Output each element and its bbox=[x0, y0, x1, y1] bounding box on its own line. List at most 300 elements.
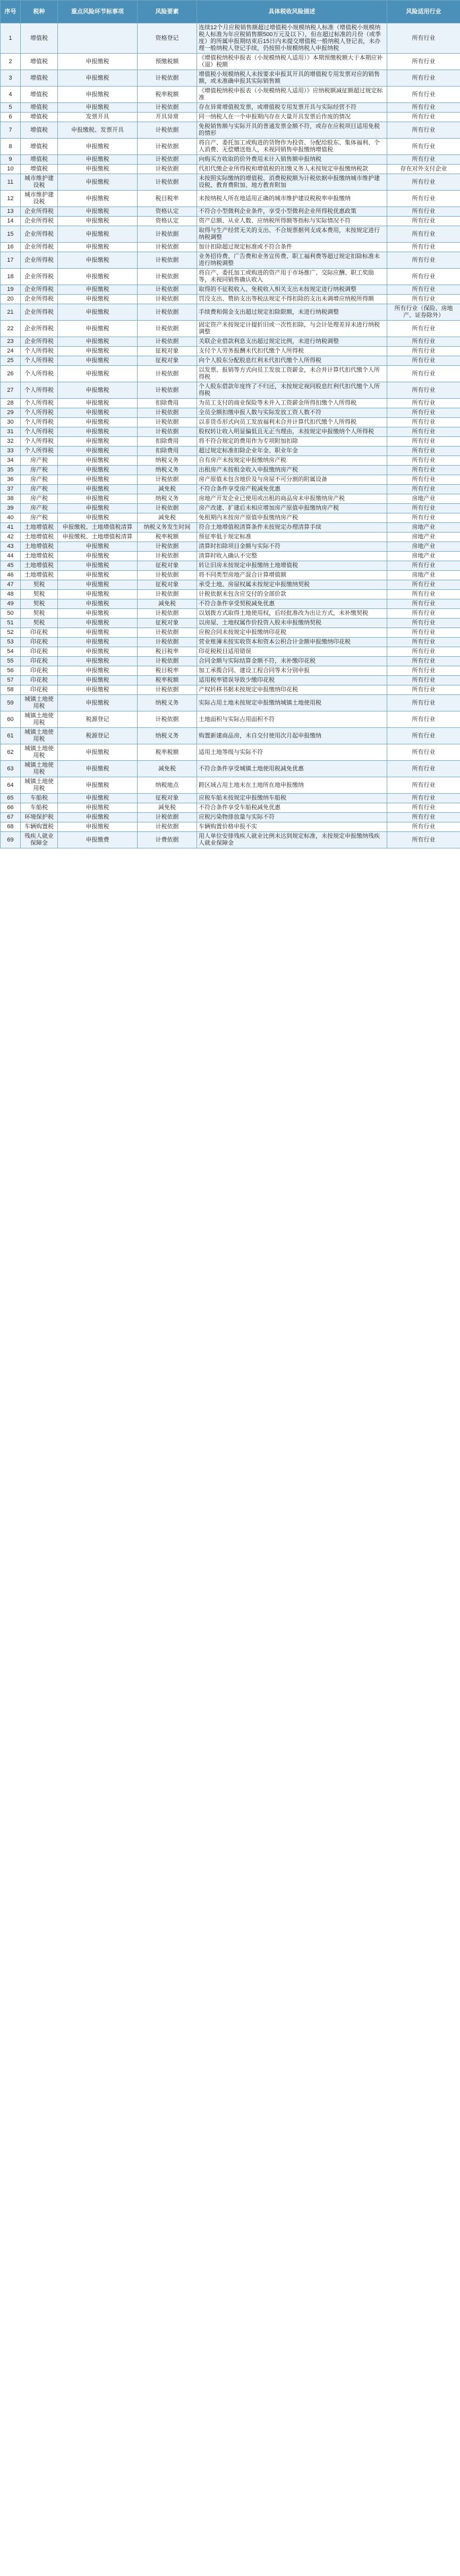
cell-item: 申报缴税、土地增值税清算 bbox=[58, 533, 138, 542]
cell-industry: 所有行业 bbox=[387, 207, 460, 217]
cell-tax: 契税 bbox=[21, 599, 58, 609]
cell-no: 2 bbox=[1, 54, 21, 70]
table-header-row bbox=[1, 1, 460, 23]
cell-industry: 所有行业（保险、房地产、证券除外） bbox=[387, 304, 460, 321]
cell-desc: 支付个人劳务报酬未代扣代缴个人所得税 bbox=[197, 347, 387, 356]
table-row bbox=[1, 217, 460, 226]
cell-desc: 符合土地增值税清算条件未按规定办理清算手续 bbox=[197, 523, 387, 533]
cell-industry: 存在对外支付企业 bbox=[387, 165, 460, 174]
table-row bbox=[1, 243, 460, 252]
cell-industry: 所有行业 bbox=[387, 226, 460, 243]
cell-industry: 所有行业 bbox=[387, 728, 460, 744]
cell-item: 申报缴税 bbox=[58, 418, 138, 427]
cell-tax: 土地增值税 bbox=[21, 533, 58, 542]
cell-industry: 所有行业 bbox=[387, 590, 460, 599]
cell-item: 申报缴税 bbox=[58, 485, 138, 494]
cell-tax: 企业所得税 bbox=[21, 226, 58, 243]
table-row bbox=[1, 446, 460, 456]
cell-industry: 所有行业 bbox=[387, 638, 460, 647]
cell-tax: 增值税 bbox=[21, 155, 58, 165]
cell-desc: 营业账簿未按实收资本和资本公积合计金额申报缴纳印花税 bbox=[197, 638, 387, 647]
cell-point: 计税依据 bbox=[138, 427, 197, 437]
cell-point: 资格认定 bbox=[138, 217, 197, 226]
table-row bbox=[1, 777, 460, 794]
cell-desc: 土地面积与实际占用面积不符 bbox=[197, 711, 387, 728]
cell-no: 52 bbox=[1, 628, 21, 638]
cell-item: 申报缴税 bbox=[58, 337, 138, 347]
table-row bbox=[1, 466, 460, 475]
cell-tax: 房产税 bbox=[21, 485, 58, 494]
cell-industry: 所有行业 bbox=[387, 366, 460, 382]
cell-item: 申报缴税 bbox=[58, 285, 138, 295]
cell-no: 32 bbox=[1, 437, 21, 446]
cell-tax: 个人所得税 bbox=[21, 382, 58, 399]
cell-desc: 清算时扣除项目金额与实际不符 bbox=[197, 542, 387, 552]
cell-item: 申报缴税 bbox=[58, 561, 138, 571]
cell-no: 6 bbox=[1, 113, 21, 122]
cell-tax: 企业所得税 bbox=[21, 337, 58, 347]
cell-tax: 房产税 bbox=[21, 475, 58, 485]
cell-tax: 企业所得税 bbox=[21, 217, 58, 226]
cell-industry: 所有行业 bbox=[387, 822, 460, 832]
cell-desc: 印花税税目适用错误 bbox=[197, 647, 387, 657]
cell-point: 征税对象 bbox=[138, 347, 197, 356]
cell-tax: 企业所得税 bbox=[21, 252, 58, 269]
cell-point: 纳税义务 bbox=[138, 728, 197, 744]
cell-point: 计税依据 bbox=[138, 418, 197, 427]
cell-item: 申报缴税、发票开具 bbox=[58, 122, 138, 139]
cell-desc: 房产原值未包含地价及与房屋不可分割的附属设备 bbox=[197, 475, 387, 485]
cell-industry: 所有行业 bbox=[387, 485, 460, 494]
cell-tax: 增值税 bbox=[21, 103, 58, 113]
cell-no: 62 bbox=[1, 744, 21, 761]
cell-tax: 印花税 bbox=[21, 666, 58, 676]
cell-industry: 所有行业 bbox=[387, 475, 460, 485]
cell-tax: 企业所得税 bbox=[21, 295, 58, 304]
table-row bbox=[1, 695, 460, 711]
cell-no: 47 bbox=[1, 580, 21, 590]
cell-no: 12 bbox=[1, 191, 21, 207]
cell-industry: 房地产业 bbox=[387, 533, 460, 542]
cell-no: 10 bbox=[1, 165, 21, 174]
cell-item: 申报缴税 bbox=[58, 657, 138, 666]
cell-industry: 所有行业 bbox=[387, 408, 460, 418]
cell-no: 65 bbox=[1, 794, 21, 803]
cell-no: 22 bbox=[1, 321, 21, 337]
cell-item: 申报缴税 bbox=[58, 446, 138, 456]
header-tax: 税种 bbox=[21, 1, 58, 23]
table-row bbox=[1, 832, 460, 848]
table-row bbox=[1, 207, 460, 217]
cell-point: 计税依据 bbox=[138, 382, 197, 399]
cell-industry: 所有行业 bbox=[387, 399, 460, 408]
cell-desc: 加计扣除超过规定标准或不符合条件 bbox=[197, 243, 387, 252]
table-row bbox=[1, 382, 460, 399]
table-row bbox=[1, 513, 460, 523]
cell-point: 开具异常 bbox=[138, 113, 197, 122]
cell-tax: 环境保护税 bbox=[21, 813, 58, 822]
cell-point: 减免税 bbox=[138, 803, 197, 813]
cell-point: 征税对象 bbox=[138, 794, 197, 803]
cell-no: 3 bbox=[1, 70, 21, 87]
cell-industry: 所有行业 bbox=[387, 695, 460, 711]
cell-tax: 城市维护建设税 bbox=[21, 191, 58, 207]
cell-point: 计税依据 bbox=[138, 822, 197, 832]
cell-desc: 应税污染物排放量与实际不符 bbox=[197, 813, 387, 822]
table-row bbox=[1, 504, 460, 513]
table-row bbox=[1, 427, 460, 437]
cell-industry: 所有行业 bbox=[387, 155, 460, 165]
cell-industry: 所有行业 bbox=[387, 676, 460, 685]
cell-tax: 契税 bbox=[21, 619, 58, 628]
cell-industry: 所有行业 bbox=[387, 794, 460, 803]
cell-item: 申报缴税 bbox=[58, 666, 138, 676]
cell-point: 征税对象 bbox=[138, 580, 197, 590]
cell-tax: 企业所得税 bbox=[21, 321, 58, 337]
cell-item bbox=[58, 23, 138, 54]
cell-industry: 所有行业 bbox=[387, 666, 460, 676]
cell-no: 28 bbox=[1, 399, 21, 408]
cell-desc: 出租房产未按租金收入申报缴纳房产税 bbox=[197, 466, 387, 475]
cell-tax: 印花税 bbox=[21, 638, 58, 647]
cell-item: 申报缴税 bbox=[58, 103, 138, 113]
cell-desc: 以房屋、土地权属作价投资入股未申报缴纳契税 bbox=[197, 619, 387, 628]
cell-industry: 所有行业 bbox=[387, 628, 460, 638]
cell-industry: 所有行业 bbox=[387, 456, 460, 466]
cell-no: 58 bbox=[1, 685, 21, 695]
cell-item: 申报缴税 bbox=[58, 304, 138, 321]
cell-no: 17 bbox=[1, 252, 21, 269]
table-row bbox=[1, 399, 460, 408]
table-row bbox=[1, 252, 460, 269]
cell-tax: 增值税 bbox=[21, 87, 58, 103]
cell-point: 减免税 bbox=[138, 513, 197, 523]
table-row bbox=[1, 609, 460, 619]
cell-tax: 车船税 bbox=[21, 794, 58, 803]
table-row bbox=[1, 813, 460, 822]
table-row bbox=[1, 523, 460, 533]
cell-no: 38 bbox=[1, 494, 21, 504]
table-row bbox=[1, 794, 460, 803]
header-industry: 风险适用行业 bbox=[387, 1, 460, 23]
cell-tax: 印花税 bbox=[21, 647, 58, 657]
cell-tax: 城镇土地使用税 bbox=[21, 695, 58, 711]
table-row bbox=[1, 657, 460, 666]
cell-desc: 合同金额与实际结算金额不符，未补缴印花税 bbox=[197, 657, 387, 666]
cell-item: 申报缴税 bbox=[58, 217, 138, 226]
cell-item: 申报缴税 bbox=[58, 243, 138, 252]
cell-no: 9 bbox=[1, 155, 21, 165]
cell-item: 申报缴税 bbox=[58, 744, 138, 761]
cell-industry: 所有行业 bbox=[387, 252, 460, 269]
cell-industry: 所有行业 bbox=[387, 243, 460, 252]
cell-point: 纳税义务 bbox=[138, 695, 197, 711]
cell-desc: 超过规定标准扣除企业年金、职业年金 bbox=[197, 446, 387, 456]
cell-tax: 增值税 bbox=[21, 23, 58, 54]
cell-desc: 将自产、委托加工或购进的资产用于市场推广、交际应酬、职工奖励等，未视同销售确认收入 bbox=[197, 269, 387, 285]
cell-item: 税源登记 bbox=[58, 728, 138, 744]
cell-item: 申报缴税 bbox=[58, 155, 138, 165]
cell-industry: 所有行业 bbox=[387, 813, 460, 822]
cell-tax: 契税 bbox=[21, 580, 58, 590]
cell-item: 申报缴税 bbox=[58, 347, 138, 356]
cell-tax: 增值税 bbox=[21, 54, 58, 70]
cell-item: 申报缴税 bbox=[58, 252, 138, 269]
table-row bbox=[1, 803, 460, 813]
cell-point: 计税依据 bbox=[138, 628, 197, 638]
cell-item: 申报缴税 bbox=[58, 456, 138, 466]
cell-no: 64 bbox=[1, 777, 21, 794]
header-no: 序号 bbox=[1, 1, 21, 23]
cell-no: 18 bbox=[1, 269, 21, 285]
cell-point: 计税依据 bbox=[138, 337, 197, 347]
cell-item: 申报缴税 bbox=[58, 777, 138, 794]
cell-point: 计税依据 bbox=[138, 813, 197, 822]
cell-tax: 增值税 bbox=[21, 70, 58, 87]
cell-tax: 企业所得税 bbox=[21, 243, 58, 252]
cell-tax: 个人所得税 bbox=[21, 418, 58, 427]
cell-industry: 所有行业 bbox=[387, 513, 460, 523]
table-row bbox=[1, 744, 460, 761]
cell-industry: 房地产业 bbox=[387, 542, 460, 552]
cell-point: 计税依据 bbox=[138, 243, 197, 252]
table-row bbox=[1, 418, 460, 427]
cell-no: 43 bbox=[1, 542, 21, 552]
cell-point: 税率税额 bbox=[138, 87, 197, 103]
cell-tax: 车船税 bbox=[21, 803, 58, 813]
cell-no: 36 bbox=[1, 475, 21, 485]
cell-desc: 跨区域占用土地未在土地所在地申报缴纳 bbox=[197, 777, 387, 794]
cell-no: 21 bbox=[1, 304, 21, 321]
cell-desc: 购置新建商品房，未自交付使用次月起申报缴纳 bbox=[197, 728, 387, 744]
cell-tax: 企业所得税 bbox=[21, 304, 58, 321]
cell-item: 申报缴税 bbox=[58, 628, 138, 638]
cell-desc: 清算时收入确认不完整 bbox=[197, 552, 387, 561]
table-body bbox=[1, 23, 460, 848]
cell-point: 征税对象 bbox=[138, 619, 197, 628]
cell-item: 申报缴税 bbox=[58, 542, 138, 552]
cell-point: 预缴税额 bbox=[138, 54, 197, 70]
cell-desc: 向个人股东分配股息红利未代扣代缴个人所得税 bbox=[197, 356, 387, 366]
header-item: 重点风险环节标事项 bbox=[58, 1, 138, 23]
table-row bbox=[1, 347, 460, 356]
table-row bbox=[1, 23, 460, 54]
cell-desc: 取得的不征税收入、免税收入相关支出未按规定进行纳税调整 bbox=[197, 285, 387, 295]
cell-item: 申报缴税 bbox=[58, 813, 138, 822]
cell-industry: 所有行业 bbox=[387, 382, 460, 399]
cell-point: 计税依据 bbox=[138, 638, 197, 647]
cell-item: 申报缴税 bbox=[58, 638, 138, 647]
cell-tax: 契税 bbox=[21, 609, 58, 619]
cell-industry: 所有行业 bbox=[387, 657, 460, 666]
cell-point: 计税依据 bbox=[138, 475, 197, 485]
cell-desc: 业务招待费、广告费和业务宣传费、职工福利费等超过规定扣除标准未进行纳税调整 bbox=[197, 252, 387, 269]
cell-point: 计税依据 bbox=[138, 657, 197, 666]
cell-no: 67 bbox=[1, 813, 21, 822]
cell-no: 44 bbox=[1, 552, 21, 561]
cell-item: 发票开具 bbox=[58, 113, 138, 122]
table-row bbox=[1, 165, 460, 174]
cell-point: 计税依据 bbox=[138, 103, 197, 113]
cell-desc: 车辆购置价格申报不实 bbox=[197, 822, 387, 832]
cell-tax: 个人所得税 bbox=[21, 356, 58, 366]
cell-point: 纳税义务 bbox=[138, 456, 197, 466]
cell-desc: 转让旧房未按规定申报缴纳土地增值税 bbox=[197, 561, 387, 571]
cell-industry: 所有行业 bbox=[387, 580, 460, 590]
cell-item: 申报缴税 bbox=[58, 647, 138, 657]
cell-tax: 契税 bbox=[21, 590, 58, 599]
cell-desc: 代扣代缴企业所得税和增值税的扣缴义务人未按规定申报缴纳税款 bbox=[197, 165, 387, 174]
cell-item: 申报缴税 bbox=[58, 366, 138, 382]
table-row bbox=[1, 139, 460, 155]
cell-tax: 个人所得税 bbox=[21, 366, 58, 382]
cell-desc: 《增值税纳税申报表（小规模纳税人适用）》应纳税额减征额超过规定标准 bbox=[197, 87, 387, 103]
cell-no: 41 bbox=[1, 523, 21, 533]
cell-industry: 所有行业 bbox=[387, 803, 460, 813]
cell-point: 计税依据 bbox=[138, 269, 197, 285]
cell-desc: 存在异常增值税发票，或增值税专用发票开具与实际经营不符 bbox=[197, 103, 387, 113]
cell-industry: 所有行业 bbox=[387, 139, 460, 155]
cell-desc: 不符合条件享受车船税减免优惠 bbox=[197, 803, 387, 813]
table-row bbox=[1, 552, 460, 561]
table-row bbox=[1, 226, 460, 243]
cell-industry: 所有行业 bbox=[387, 418, 460, 427]
cell-tax: 土地增值税 bbox=[21, 542, 58, 552]
cell-desc: 适用税率错误导致少缴印花税 bbox=[197, 676, 387, 685]
cell-point: 计税依据 bbox=[138, 504, 197, 513]
table-row bbox=[1, 295, 460, 304]
cell-point: 计税依据 bbox=[138, 366, 197, 382]
cell-point: 税目税率 bbox=[138, 647, 197, 657]
table-row bbox=[1, 542, 460, 552]
cell-no: 1 bbox=[1, 23, 21, 54]
cell-industry: 所有行业 bbox=[387, 446, 460, 456]
cell-item: 申报缴费 bbox=[58, 832, 138, 848]
cell-item: 申报缴税 bbox=[58, 803, 138, 813]
cell-item: 申报缴税 bbox=[58, 571, 138, 580]
cell-no: 25 bbox=[1, 356, 21, 366]
table-row bbox=[1, 494, 460, 504]
cell-industry: 所有行业 bbox=[387, 87, 460, 103]
cell-desc: 免税销售额与实际开具的普通发票金额不符，或存在应税项目适用免税的情形 bbox=[197, 122, 387, 139]
cell-tax: 城镇土地使用税 bbox=[21, 777, 58, 794]
cell-desc: 预征率低于规定标准 bbox=[197, 533, 387, 542]
cell-tax: 个人所得税 bbox=[21, 399, 58, 408]
cell-tax: 土地增值税 bbox=[21, 552, 58, 561]
cell-desc: 固定资产未按规定计提折旧或一次性扣除，与会计处理差异未进行纳税调整 bbox=[197, 321, 387, 337]
cell-item: 申报缴税、土地增值税清算 bbox=[58, 523, 138, 533]
cell-point: 纳税义务 bbox=[138, 494, 197, 504]
cell-point: 税目税率 bbox=[138, 666, 197, 676]
cell-no: 49 bbox=[1, 599, 21, 609]
table-row bbox=[1, 571, 460, 580]
cell-desc: 将自产、委托加工或购进的货物作为投资、分配给股东、集体福利、个人消费、无偿赠送他人，未视同销售申报缴纳增值税 bbox=[197, 139, 387, 155]
cell-no: 20 bbox=[1, 295, 21, 304]
cell-tax: 个人所得税 bbox=[21, 446, 58, 456]
table-row bbox=[1, 533, 460, 542]
cell-desc: 全员全额扣缴申报人数与实际发放工资人数不符 bbox=[197, 408, 387, 418]
cell-tax: 城镇土地使用税 bbox=[21, 761, 58, 777]
cell-desc: 《增值税纳税申报表（小规模纳税人适用）》本期预缴税额大于本期应补（退）税额 bbox=[197, 54, 387, 70]
cell-item: 申报缴税 bbox=[58, 437, 138, 446]
cell-desc: 同一纳税人在一个申报期内存在大量开具发票后作废的情况 bbox=[197, 113, 387, 122]
cell-point: 税率税额 bbox=[138, 533, 197, 542]
table-row bbox=[1, 647, 460, 657]
table-row bbox=[1, 676, 460, 685]
cell-item: 申报缴税 bbox=[58, 619, 138, 628]
table-row bbox=[1, 191, 460, 207]
cell-desc: 自有房产未按规定申报缴纳房产税 bbox=[197, 456, 387, 466]
cell-point: 减免税 bbox=[138, 761, 197, 777]
cell-no: 68 bbox=[1, 822, 21, 832]
table-row bbox=[1, 113, 460, 122]
cell-desc: 手续费和佣金支出超过规定扣除限额，未进行纳税调整 bbox=[197, 304, 387, 321]
cell-industry: 所有行业 bbox=[387, 321, 460, 337]
cell-point: 计税依据 bbox=[138, 252, 197, 269]
cell-no: 23 bbox=[1, 337, 21, 347]
cell-no: 4 bbox=[1, 87, 21, 103]
cell-no: 29 bbox=[1, 408, 21, 418]
cell-tax: 土地增值税 bbox=[21, 571, 58, 580]
table-row bbox=[1, 337, 460, 347]
table-row bbox=[1, 711, 460, 728]
table-row bbox=[1, 321, 460, 337]
cell-industry: 所有行业 bbox=[387, 427, 460, 437]
cell-point: 计税依据 bbox=[138, 590, 197, 599]
table-row bbox=[1, 285, 460, 295]
cell-desc: 适用土地等级与实际不符 bbox=[197, 744, 387, 761]
cell-no: 63 bbox=[1, 761, 21, 777]
table-row bbox=[1, 619, 460, 628]
cell-point: 计税依据 bbox=[138, 226, 197, 243]
table-row bbox=[1, 122, 460, 139]
cell-item: 申报缴税 bbox=[58, 504, 138, 513]
cell-point: 计税依据 bbox=[138, 122, 197, 139]
cell-no: 60 bbox=[1, 711, 21, 728]
cell-desc: 将不同类型房地产混合计算增值额 bbox=[197, 571, 387, 580]
cell-desc: 不符合条件享受契税减免优惠 bbox=[197, 599, 387, 609]
cell-no: 15 bbox=[1, 226, 21, 243]
cell-point: 计税依据 bbox=[138, 685, 197, 695]
cell-item: 申报缴税 bbox=[58, 475, 138, 485]
cell-industry: 所有行业 bbox=[387, 285, 460, 295]
cell-no: 11 bbox=[1, 174, 21, 191]
cell-item: 申报缴税 bbox=[58, 174, 138, 191]
cell-item: 申报缴税 bbox=[58, 191, 138, 207]
cell-industry: 所有行业 bbox=[387, 466, 460, 475]
cell-point: 计税依据 bbox=[138, 155, 197, 165]
cell-point: 扣除费用 bbox=[138, 437, 197, 446]
cell-tax: 印花税 bbox=[21, 676, 58, 685]
cell-item: 税源登记 bbox=[58, 711, 138, 728]
cell-tax: 房产税 bbox=[21, 513, 58, 523]
table-row bbox=[1, 356, 460, 366]
table-row bbox=[1, 475, 460, 485]
cell-item: 申报缴税 bbox=[58, 139, 138, 155]
table-row bbox=[1, 685, 460, 695]
cell-item: 申报缴税 bbox=[58, 408, 138, 418]
cell-no: 48 bbox=[1, 590, 21, 599]
cell-item: 申报缴税 bbox=[58, 466, 138, 475]
cell-point: 计税依据 bbox=[138, 571, 197, 580]
cell-point: 纳税义务 bbox=[138, 466, 197, 475]
cell-point: 计税依据 bbox=[138, 304, 197, 321]
cell-no: 59 bbox=[1, 695, 21, 711]
cell-desc: 计税依据未包含应交付的全部价款 bbox=[197, 590, 387, 599]
cell-point: 计税依据 bbox=[138, 542, 197, 552]
cell-point: 计税依据 bbox=[138, 711, 197, 728]
cell-industry: 房地产业 bbox=[387, 552, 460, 561]
